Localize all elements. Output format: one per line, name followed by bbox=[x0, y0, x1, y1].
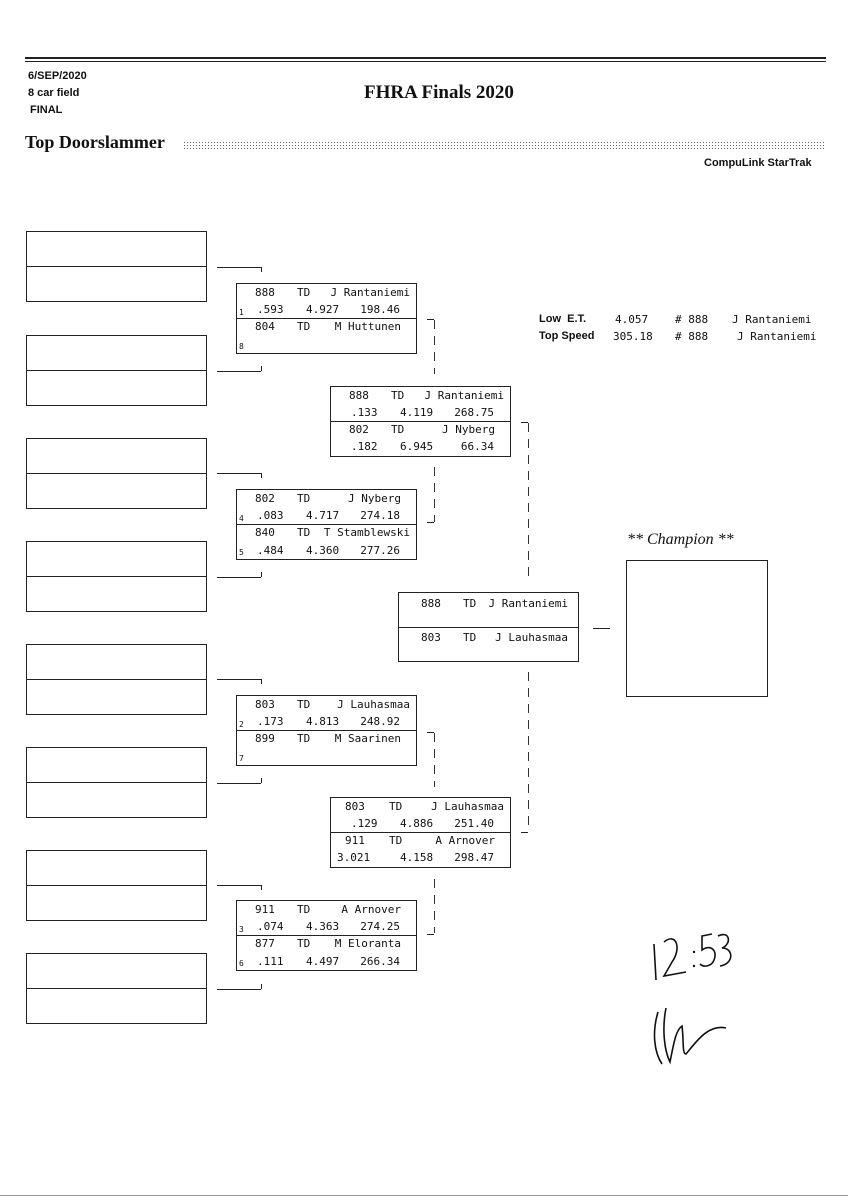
car-number: 888 bbox=[255, 286, 275, 299]
round1-match-3 bbox=[236, 695, 417, 766]
reaction-time: .593 bbox=[257, 303, 284, 316]
class-code: TD bbox=[297, 903, 311, 916]
speed: 274.25 bbox=[360, 920, 400, 933]
driver-name: J Rantaniemi bbox=[488, 597, 568, 610]
elapsed-time: 4.158 bbox=[400, 851, 434, 864]
car-number: 804 bbox=[255, 320, 275, 333]
driver-name: M Saarinen bbox=[334, 732, 401, 745]
class-code: TD bbox=[297, 286, 311, 299]
driver-name: J Lauhasmaa bbox=[337, 698, 410, 711]
elapsed-time: 4.927 bbox=[306, 303, 340, 316]
entry-slot bbox=[26, 850, 207, 921]
class-code: TD bbox=[297, 698, 311, 711]
car-number: 877 bbox=[255, 937, 275, 950]
class-code: TD bbox=[297, 732, 311, 745]
elapsed-time: 4.497 bbox=[306, 955, 340, 968]
reaction-time: .074 bbox=[257, 920, 284, 933]
reaction-time: 3.021 bbox=[337, 851, 371, 864]
elapsed-time: 4.363 bbox=[306, 920, 340, 933]
driver-name: A Arnover bbox=[341, 903, 401, 916]
low-et-car: # 888 bbox=[675, 313, 709, 326]
speed: 66.34 bbox=[460, 440, 494, 453]
entry-slot bbox=[26, 541, 207, 612]
car-number: 899 bbox=[255, 732, 275, 745]
speed: 298.47 bbox=[454, 851, 494, 864]
top-speed-value: 305.18 bbox=[613, 330, 653, 343]
seed-number: 3 bbox=[239, 925, 244, 934]
class-code: TD bbox=[391, 423, 405, 436]
car-number: 803 bbox=[345, 800, 365, 813]
round-label: FINAL bbox=[30, 104, 63, 116]
class-code: TD bbox=[297, 492, 311, 505]
reaction-time: .111 bbox=[257, 955, 284, 968]
elapsed-time: 4.119 bbox=[400, 406, 434, 419]
footer-rule bbox=[0, 1195, 848, 1196]
class-code: TD bbox=[297, 526, 311, 539]
reaction-time: .133 bbox=[351, 406, 378, 419]
low-et-value: 4.057 bbox=[615, 313, 649, 326]
driver-name: J Nyberg bbox=[348, 492, 401, 505]
handwritten-time bbox=[646, 926, 736, 991]
field-size: 8 car field bbox=[28, 87, 80, 99]
driver-name: J Nyberg bbox=[442, 423, 495, 436]
round1-match-4 bbox=[236, 900, 417, 971]
speed: 198.46 bbox=[360, 303, 400, 316]
car-number: 802 bbox=[255, 492, 275, 505]
speed: 251.40 bbox=[454, 817, 494, 830]
seed-number: 1 bbox=[239, 308, 244, 317]
low-et-driver: J Rantaniemi bbox=[732, 313, 812, 326]
seed-number: 6 bbox=[239, 959, 244, 968]
class-code: TD bbox=[297, 937, 311, 950]
champion-label: ** Champion ** bbox=[627, 531, 734, 548]
seed-number: 7 bbox=[239, 754, 244, 763]
car-number: 888 bbox=[349, 389, 369, 402]
final-connector bbox=[593, 628, 610, 629]
car-number: 840 bbox=[255, 526, 275, 539]
reaction-time: .173 bbox=[257, 715, 284, 728]
low-et-label: Low E.T. bbox=[539, 313, 587, 325]
class-code: TD bbox=[389, 800, 403, 813]
reaction-time: .182 bbox=[351, 440, 378, 453]
car-number: 803 bbox=[255, 698, 275, 711]
semifinal-match-1 bbox=[330, 386, 511, 457]
entry-slot bbox=[26, 335, 207, 406]
speed: 277.26 bbox=[360, 544, 400, 557]
class-code: TD bbox=[391, 389, 405, 402]
top-speed-label: Top Speed bbox=[539, 330, 595, 342]
seed-number: 5 bbox=[239, 548, 244, 557]
car-number: 911 bbox=[255, 903, 275, 916]
signature bbox=[648, 1002, 738, 1077]
seed-number: 8 bbox=[239, 342, 244, 351]
speed: 266.34 bbox=[360, 955, 400, 968]
driver-name: A Arnover bbox=[435, 834, 495, 847]
car-number: 888 bbox=[421, 597, 441, 610]
car-number: 911 bbox=[345, 834, 365, 847]
car-number: 802 bbox=[349, 423, 369, 436]
reaction-time: .083 bbox=[257, 509, 284, 522]
category-title: Top Doorslammer bbox=[25, 132, 165, 152]
elapsed-time: 6.945 bbox=[400, 440, 434, 453]
round1-match-2 bbox=[236, 489, 417, 560]
seed-number: 2 bbox=[239, 720, 244, 729]
class-code: TD bbox=[463, 631, 477, 644]
class-code: TD bbox=[463, 597, 477, 610]
top-speed-driver: J Rantaniemi bbox=[737, 330, 817, 343]
final-match bbox=[398, 592, 579, 662]
elapsed-time: 4.360 bbox=[306, 544, 340, 557]
elapsed-time: 4.717 bbox=[306, 509, 340, 522]
driver-name: J Rantaniemi bbox=[424, 389, 504, 402]
seed-number: 4 bbox=[239, 514, 244, 523]
semifinal-match-2 bbox=[330, 797, 511, 868]
header-rule-bottom bbox=[25, 61, 826, 62]
header-rule-top bbox=[25, 57, 826, 59]
event-date: 6/SEP/2020 bbox=[28, 70, 87, 82]
entry-slot bbox=[26, 644, 207, 715]
class-code: TD bbox=[297, 320, 311, 333]
elapsed-time: 4.886 bbox=[400, 817, 434, 830]
car-number: 803 bbox=[421, 631, 441, 644]
reaction-time: .129 bbox=[351, 817, 378, 830]
driver-name: J Lauhasmaa bbox=[495, 631, 568, 644]
driver-name: J Rantaniemi bbox=[330, 286, 410, 299]
round1-match-1 bbox=[236, 283, 417, 354]
entry-slot bbox=[26, 231, 207, 302]
page-title: FHRA Finals 2020 bbox=[364, 82, 514, 103]
champion-box bbox=[626, 560, 768, 697]
entry-slot bbox=[26, 953, 207, 1024]
driver-name: M Huttunen bbox=[334, 320, 401, 333]
software-label: CompuLink StarTrak bbox=[704, 157, 812, 169]
driver-name: J Lauhasmaa bbox=[431, 800, 504, 813]
class-code: TD bbox=[389, 834, 403, 847]
speed: 274.18 bbox=[360, 509, 400, 522]
driver-name: M Eloranta bbox=[334, 937, 401, 950]
speed: 268.75 bbox=[454, 406, 494, 419]
elapsed-time: 4.813 bbox=[306, 715, 340, 728]
top-speed-car: # 888 bbox=[675, 330, 709, 343]
entry-slot bbox=[26, 438, 207, 509]
category-dotted-rule bbox=[183, 141, 826, 149]
speed: 248.92 bbox=[360, 715, 400, 728]
entry-slot bbox=[26, 747, 207, 818]
driver-name: T Stamblewski bbox=[323, 526, 410, 539]
reaction-time: .484 bbox=[257, 544, 284, 557]
